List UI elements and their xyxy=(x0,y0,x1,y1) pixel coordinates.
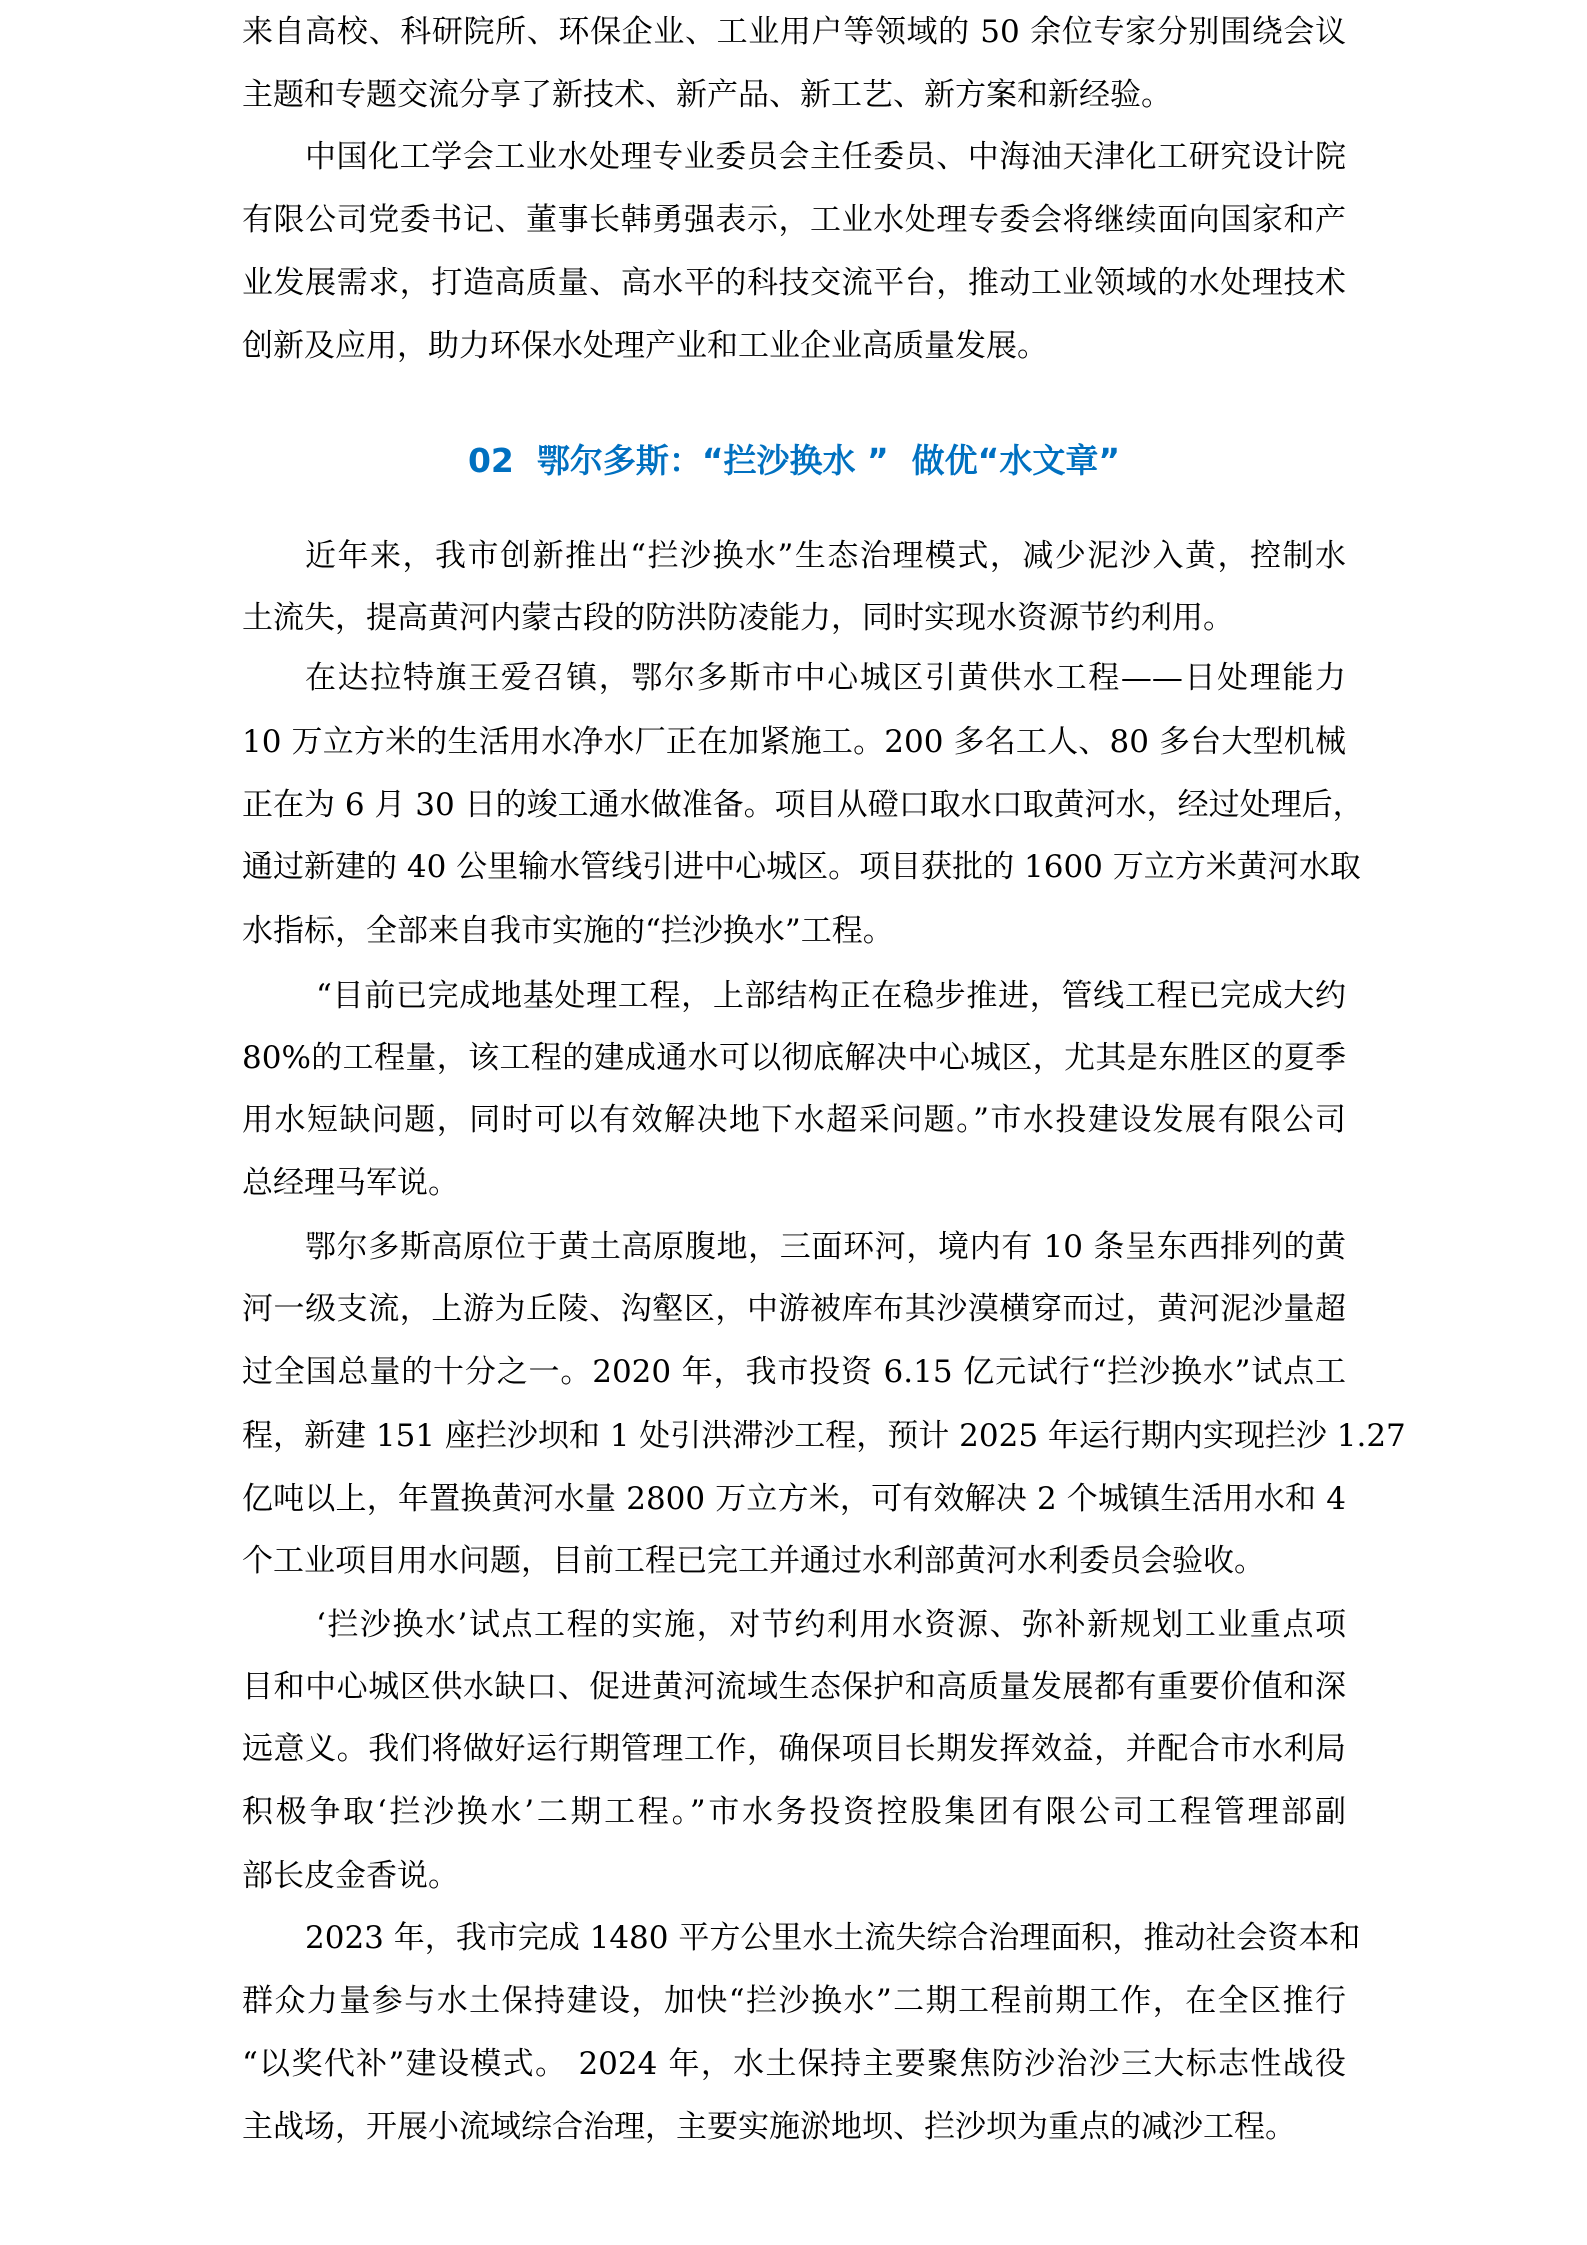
paragraph-line: 总经理马军说。 xyxy=(242,1165,459,1201)
paragraph-line: 中国化工学会工业水处理专业委员会主任委员、中海油天津化工研究设计院 xyxy=(305,139,1346,175)
paragraph-line: 正在为 6 月 30 日的竣工通水做准备。项目从磴口取水口取黄河水，经过处理后， xyxy=(242,787,1364,823)
paragraph-line: 来自高校、科研院所、环保企业、工业用户等领域的 50 余位专家分别围绕会议 xyxy=(242,14,1346,50)
paragraph-line: 80%的工程量，该工程的建成通水可以彻底解决中心城区，尤其是东胜区的夏季 xyxy=(242,1040,1346,1076)
paragraph-line: 土流失，提高黄河内蒙古段的防洪防凌能力，同时实现水资源节约利用。 xyxy=(242,600,1234,636)
paragraph-line: 积极争取‘拦沙换水’二期工程。”市水务投资控股集团有限公司工程管理部副 xyxy=(242,1794,1346,1830)
paragraph-line: 远意义。我们将做好运行期管理工作，确保项目长期发挥效益，并配合市水利局 xyxy=(242,1731,1346,1767)
section-heading: 02 鄂尔多斯：“拦沙换水 ” 做优“水文章” xyxy=(467,441,1121,480)
paragraph-line: “以奖代补”建设模式。 2024 年，水土保持主要聚焦防沙治沙三大标志性战役 xyxy=(242,2046,1346,2082)
paragraph-line: 群众力量参与水土保持建设，加快“拦沙换水”二期工程前期工作，在全区推行 xyxy=(242,1983,1346,2019)
paragraph-line: 主题和专题交流分享了新技术、新产品、新工艺、新方案和新经验。 xyxy=(242,77,1172,113)
paragraph-line: 个工业项目用水问题，目前工程已完工并通过水利部黄河水利委员会验收。 xyxy=(242,1543,1265,1579)
paragraph-line: 部长皮金香说。 xyxy=(242,1858,459,1894)
paragraph-line: 用水短缺问题，同时可以有效解决地下水超采问题。”市水投建设发展有限公司 xyxy=(242,1102,1346,1138)
paragraph-line: ‘拦沙换水’试点工程的实施，对节约利用水资源、弥补新规划工业重点项 xyxy=(316,1607,1346,1643)
paragraph-line: 目和中心城区供水缺口、促进黄河流域生态保护和高质量发展都有重要价值和深 xyxy=(242,1669,1346,1705)
paragraph-line: 10 万立方米的生活用水净水厂正在加紧施工。200 多名工人、80 多台大型机械 xyxy=(242,724,1346,760)
paragraph-line: 鄂尔多斯高原位于黄土高原腹地，三面环河，境内有 10 条呈东西排列的黄 xyxy=(305,1229,1346,1265)
paragraph-line: 近年来，我市创新推出“拦沙换水”生态治理模式，减少泥沙入黄，控制水 xyxy=(305,538,1346,574)
paragraph-line: 河一级支流，上游为丘陵、沟壑区，中游被库布其沙漠横穿而过，黄河泥沙量超 xyxy=(242,1291,1346,1327)
paragraph-line: 2023 年，我市完成 1480 平方公里水土流失综合治理面积，推动社会资本和 xyxy=(305,1920,1361,1956)
paragraph-line: 水指标，全部来自我市实施的“拦沙换水”工程。 xyxy=(242,913,894,949)
paragraph-line: 在达拉特旗王爱召镇，鄂尔多斯市中心城区引黄供水工程——日处理能力 xyxy=(305,660,1346,696)
paragraph-line: 有限公司党委书记、董事长韩勇强表示，工业水处理专委会将继续面向国家和产 xyxy=(242,202,1346,238)
paragraph-line: “目前已完成地基处理工程，上部结构正在稳步推进，管线工程已完成大约 xyxy=(316,978,1346,1014)
paragraph-line: 创新及应用，助力环保水处理产业和工业企业高质量发展。 xyxy=(242,328,1048,364)
paragraph-line: 亿吨以上，年置换黄河水量 2800 万立方米，可有效解决 2 个城镇生活用水和 4 xyxy=(242,1481,1346,1517)
paragraph-line: 业发展需求，打造高质量、高水平的科技交流平台，推动工业领域的水处理技术 xyxy=(242,265,1346,301)
paragraph-line: 过全国总量的十分之一。2020 年，我市投资 6.15 亿元试行“拦沙换水”试点工 xyxy=(242,1354,1346,1390)
paragraph-line: 通过新建的 40 公里输水管线引进中心城区。项目获批的 1600 万立方米黄河水取 xyxy=(242,849,1361,885)
paragraph-line: 主战场，开展小流域综合治理，主要实施淤地坝、拦沙坝为重点的减沙工程。 xyxy=(242,2109,1296,2145)
paragraph-line: 程，新建 151 座拦沙坝和 1 处引洪滞沙工程，预计 2025 年运行期内实现拦沙 1.27 xyxy=(242,1418,1406,1454)
